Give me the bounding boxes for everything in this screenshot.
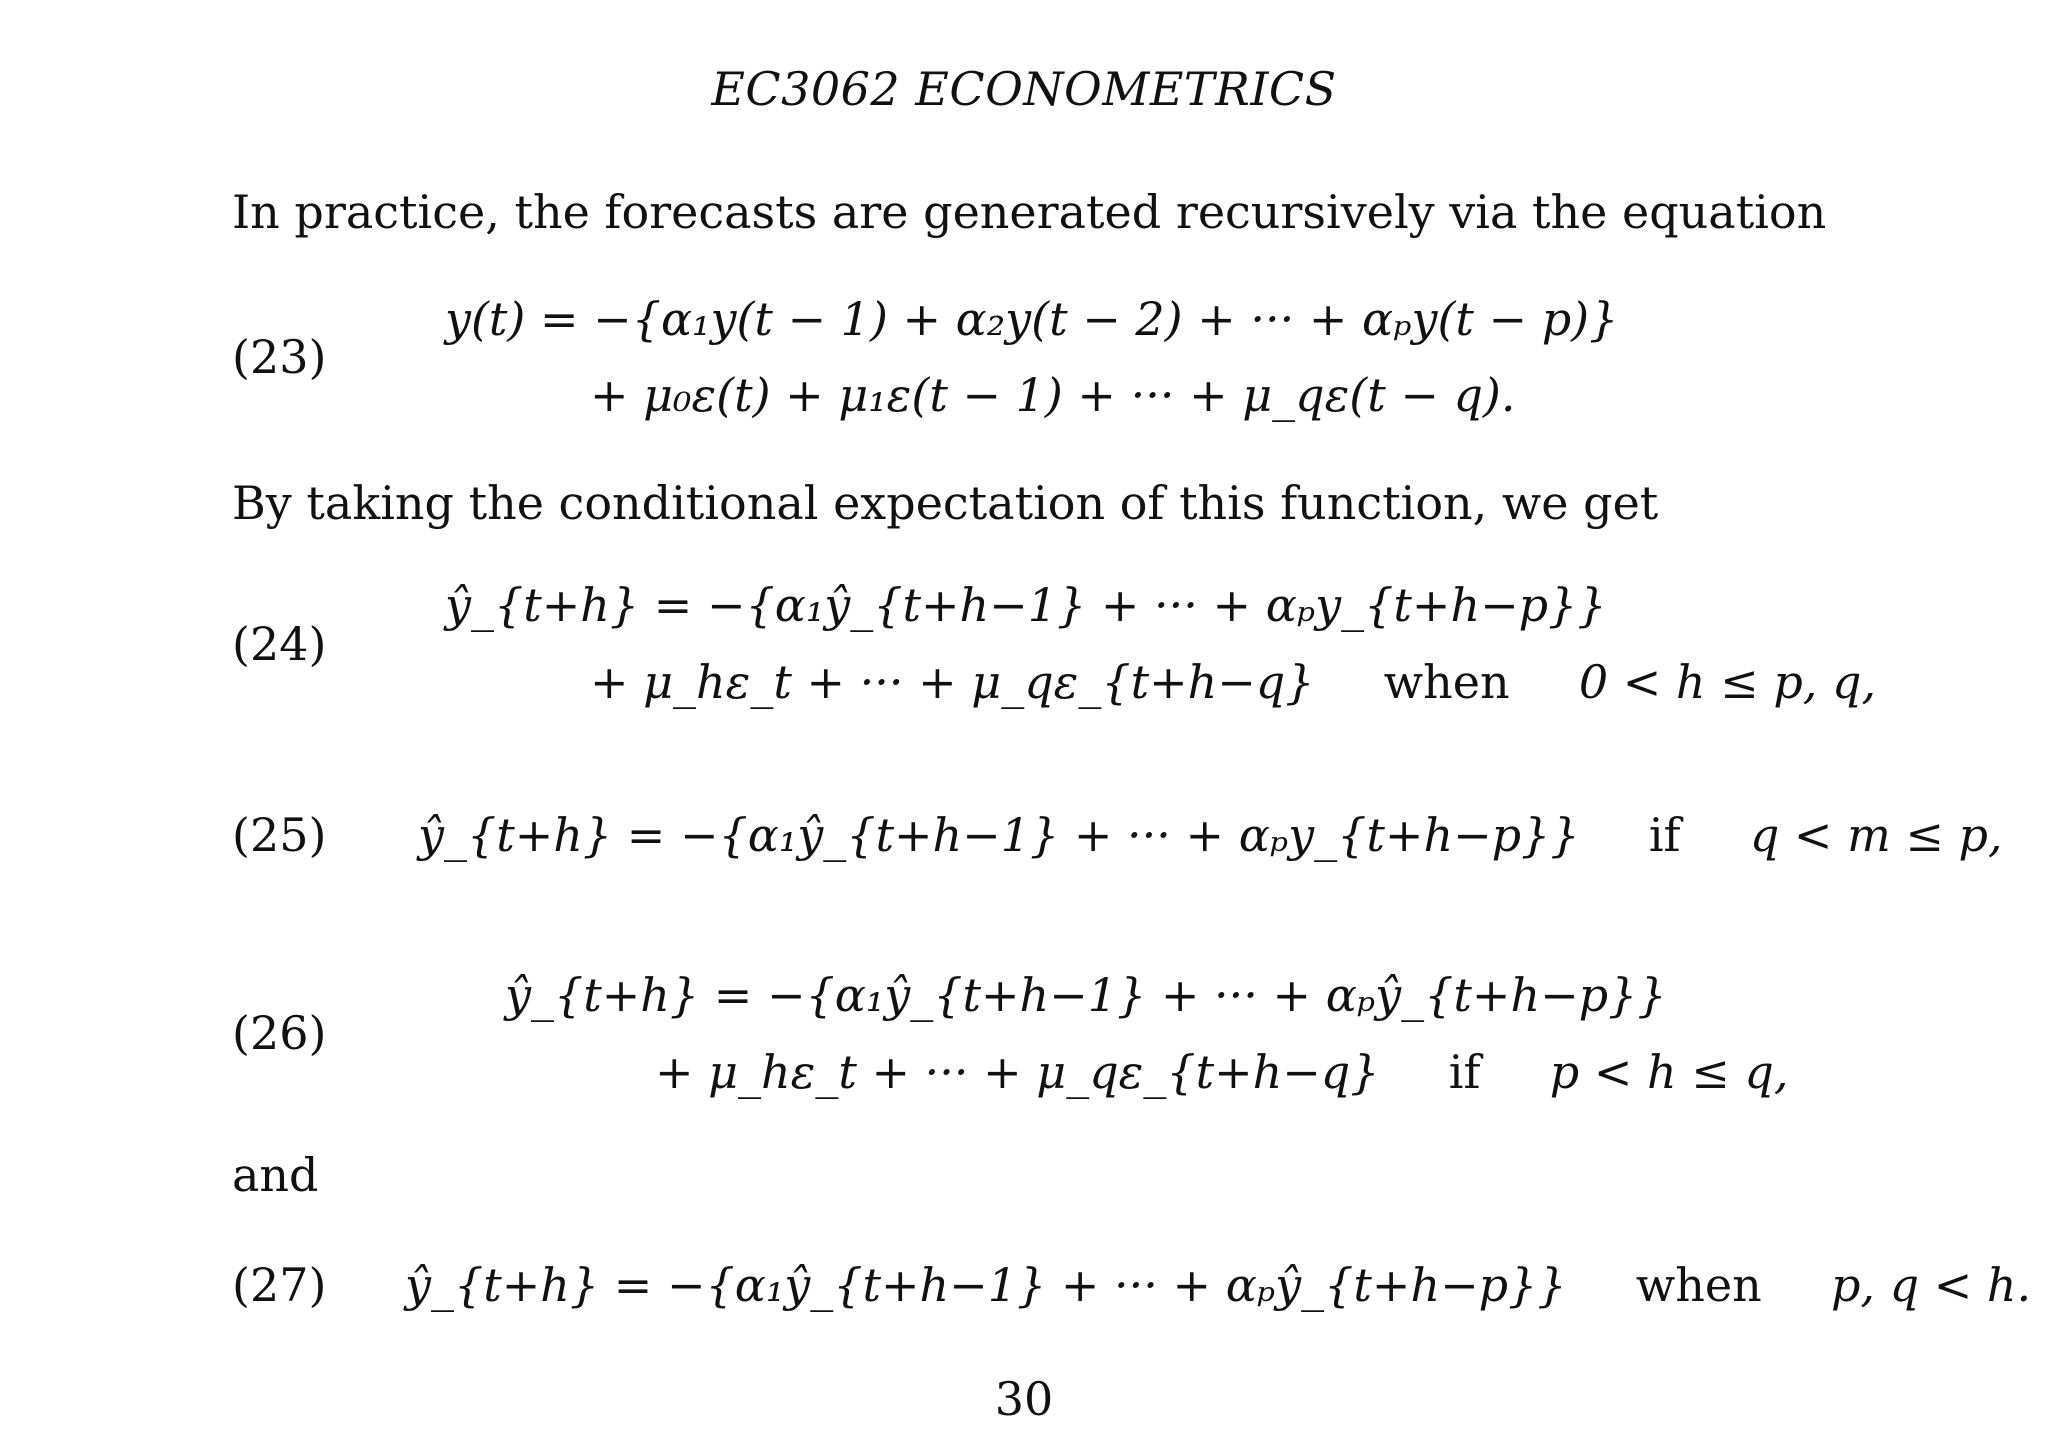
- equation-27-line-1-text: ŷ_{t+h} = −{α₁ŷ_{t+h−1} + ··· + αₚŷ_{t+h−p}}: [405, 1258, 1567, 1312]
- equation-24-line-1-text: ŷ_{t+h} = −{α₁ŷ_{t+h−1} + ··· + αₚy_{t+h−p}}: [445, 578, 1607, 632]
- equation-23-line-2-text: + μ₀ε(t) + μ₁ε(t − 1) + ··· + μ_qε(t − q).: [590, 368, 1516, 422]
- equation-23-line-1: [445, 292, 1618, 346]
- equation-23-line-1-text: y(t) = −{α₁y(t − 1) + α₂y(t − 2) + ··· + αₚy(t − p)}: [445, 292, 1619, 346]
- equation-23-line-2: [590, 368, 1516, 422]
- equation-24-line-2-text: + μ_hε_t + ··· + μ_qε_{t+h−q}: [590, 655, 1315, 709]
- equation-26-condition: p < h ≤ q,: [1549, 1045, 1789, 1099]
- equation-24-line-1: [445, 578, 1607, 632]
- equation-26-line-2: [655, 1045, 1788, 1099]
- equation-number-27: (27): [232, 1258, 327, 1312]
- paragraph-and: and: [232, 1148, 319, 1202]
- equation-25-condition-word: if: [1648, 808, 1681, 862]
- equation-24-line-2: [590, 655, 1876, 709]
- equation-24-condition-word: when: [1383, 655, 1510, 709]
- paragraph-intro: In practice, the forecasts are generated recursively via the equation: [232, 185, 1827, 239]
- equation-26-line-2-text: + μ_hε_t + ··· + μ_qε_{t+h−q}: [655, 1045, 1380, 1099]
- running-head: EC3062 ECONOMETRICS: [711, 62, 1337, 116]
- equation-number-23: (23): [232, 330, 327, 384]
- equation-number-25: (25): [232, 808, 327, 862]
- equation-26-line-1-text: ŷ_{t+h} = −{α₁ŷ_{t+h−1} + ··· + αₚŷ_{t+h−p}}: [505, 968, 1667, 1022]
- equation-number-26: (26): [232, 1006, 327, 1060]
- equation-26-line-1: [505, 968, 1667, 1022]
- equation-25-line-1: [418, 808, 2003, 862]
- equation-26-condition-word: if: [1448, 1045, 1481, 1099]
- equation-27-line-1: [405, 1258, 2031, 1312]
- equation-27-condition-word: when: [1635, 1258, 1762, 1312]
- equation-24-condition: 0 < h ≤ p, q,: [1578, 655, 1877, 709]
- equation-25-line-1-text: ŷ_{t+h} = −{α₁ŷ_{t+h−1} + ··· + αₚy_{t+h−p}}: [418, 808, 1580, 862]
- equation-25-condition: q < m ≤ p,: [1749, 808, 2003, 862]
- equation-number-24: (24): [232, 617, 327, 671]
- page-number: 30: [994, 1372, 1054, 1426]
- paragraph-conditional: By taking the conditional expectation of this function, we get: [232, 476, 1659, 530]
- equation-27-condition: p, q < h.: [1830, 1258, 2032, 1312]
